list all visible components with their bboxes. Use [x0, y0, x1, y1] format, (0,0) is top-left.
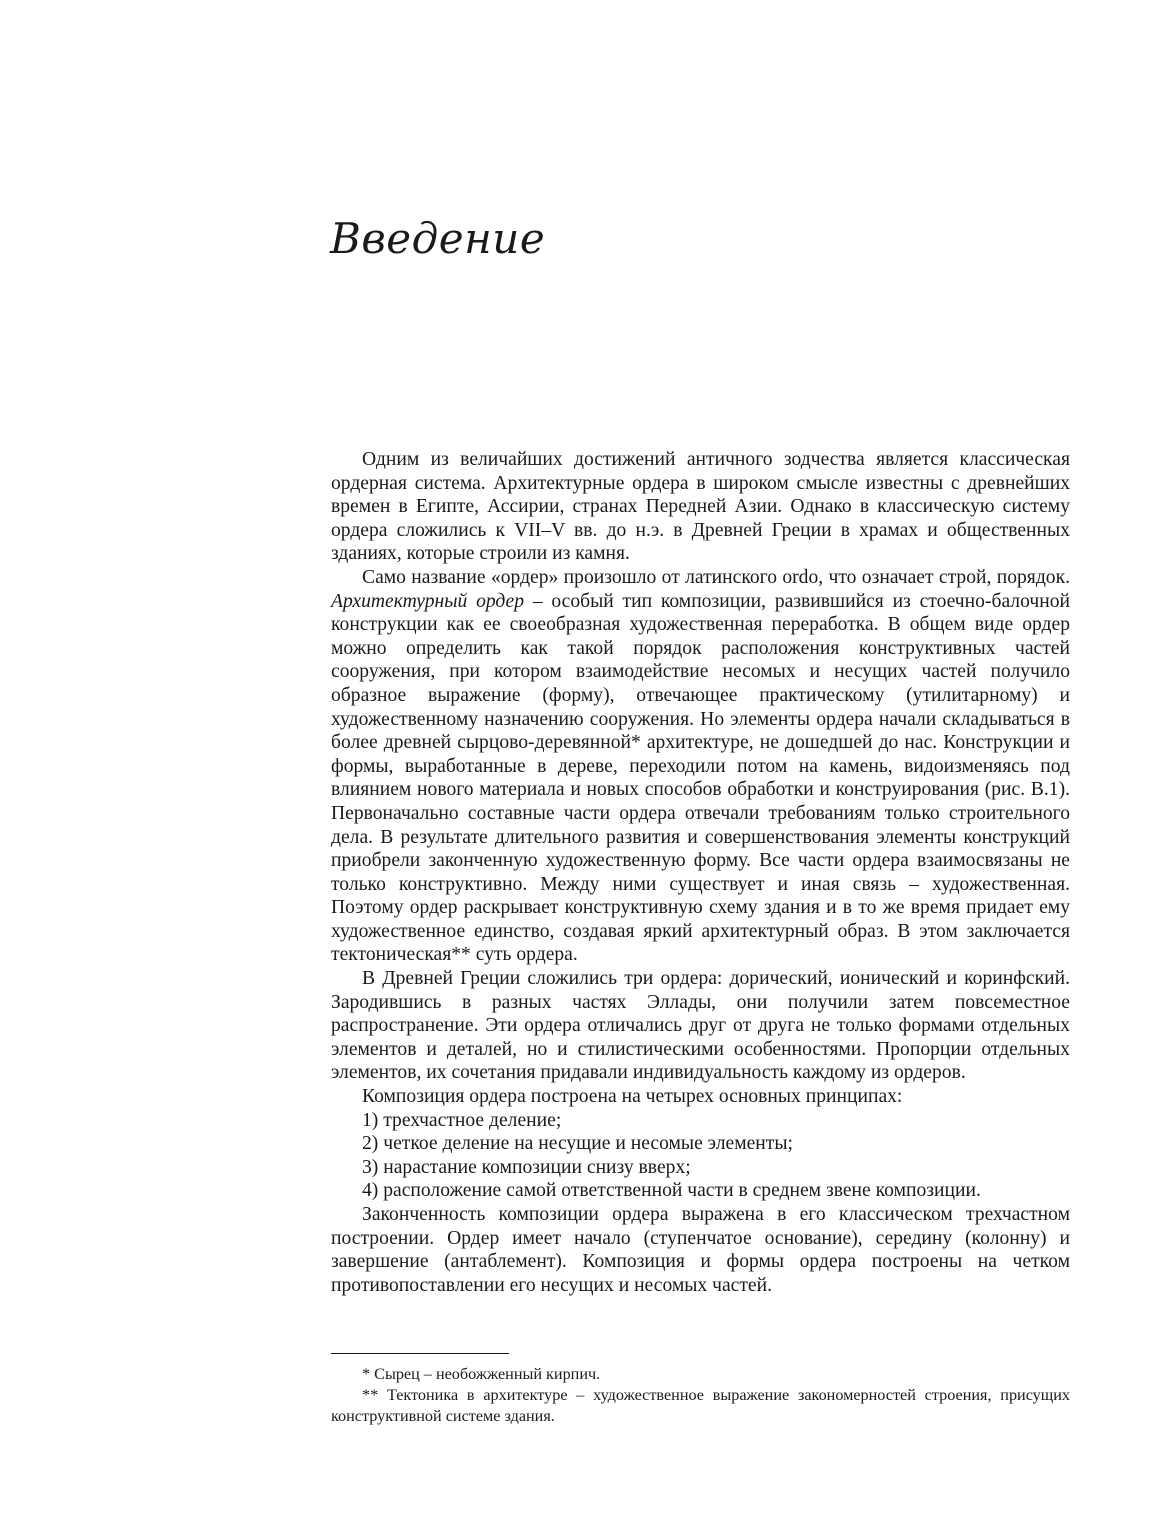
paragraph-5: Законченность композиции ордера выражена в его классическом трехчастном построении. Ордер имеет начало (ступенчатое основание), середину (колонну) и завершение (антаблемент). Композиция и формы ордера построены на четком противопоставлении его несущих и несомых частей. — [331, 1204, 1070, 1296]
paragraph-2 — [331, 566, 1070, 967]
paragraph-2-start: Само название «ордер» произошло от латинского ordo, что означает строй, порядок. — [362, 566, 1070, 588]
paragraph-3: В Древней Греции сложились три ордера: дорический, ионический и коринфский. Зародившись в разных частях Эллады, они получили затем повсеместное распространение. Эти ордера отличались друг от друга не только формами отдельных элементов и деталей, но и стилистическими особенностями. Пропорции отдельных элементов, их сочетания придавали индивидуальность каждому из ордеров. — [331, 968, 1070, 1084]
term-architectural-order: Архитектурный ордер — [331, 590, 525, 612]
paragraph-1: Одним из величайших достижений античного зодчества является классическая ордерная система. Архитектурные ордера в широком смысле известны с древнейших времен в Египте, Ассирии, странах Передней Азии. Однако в классическую систему ордера сложились к VII–V вв. до н.э. в Древней Греции в храмах и общественных зданиях, которые строили из камня. — [331, 449, 1070, 565]
body-text — [331, 448, 1070, 1297]
paragraph-2-rest: – особый тип композиции, развившийся из стоечно-балочной конструкции как ее своеобразная художественная переработка. В общем виде ордер можно определить как такой порядок расположения конструктивных частей сооружения, при котором взаимодействие несомых и несущих частей получило образное выражение (форму), отвечающее практическому (утилитарному) и художественному назначению сооружения. Но элементы ордера начали складываться в более древней сырцово-деревянной* архитектуре, не дошедшей до нас. Конструкции и формы, выработанные в дереве, переходили потом на камень, видоизменяясь под влиянием нового материала и новых способов обработки и конструирования (рис. В.1). Первоначально составные части ордера отвечали требованиям только строительного дела. В результате длительного развития и совершенствования элементы конструкций приобрели законченную художественную форму. Все части ордера взаимосвязаны не только конструктивно. Между ними существует и иная связь – художественная. Поэтому ордер раскрывает конструктивную схему здания и в то же время придает ему художественное единство, создавая яркий архитектурный образ. В этом заключается тектоническая** суть ордера. — [331, 590, 1070, 966]
list-item-4: 4) расположение самой ответственной части в среднем звене композиции. — [362, 1180, 981, 1202]
list-item-2: 2) четкое деление на несущие и несомые элементы; — [362, 1133, 793, 1155]
paragraph-4: Композиция ордера построена на четырех основных принципах: — [362, 1086, 903, 1108]
chapter-title: Введение — [330, 214, 546, 263]
footnote-1: * Сырец – необожженный кирпич. — [362, 1365, 601, 1383]
list-item-1: 1) трехчастное деление; — [362, 1109, 562, 1131]
footnotes — [331, 1364, 1070, 1427]
footnote-2: ** Тектоника в архитектуре – художественное выражение закономерностей строения, присущих конструктивной системе здания. — [331, 1386, 1070, 1425]
list-item-3: 3) нарастание композиции снизу вверх; — [362, 1156, 691, 1178]
footnote-divider — [331, 1353, 509, 1354]
